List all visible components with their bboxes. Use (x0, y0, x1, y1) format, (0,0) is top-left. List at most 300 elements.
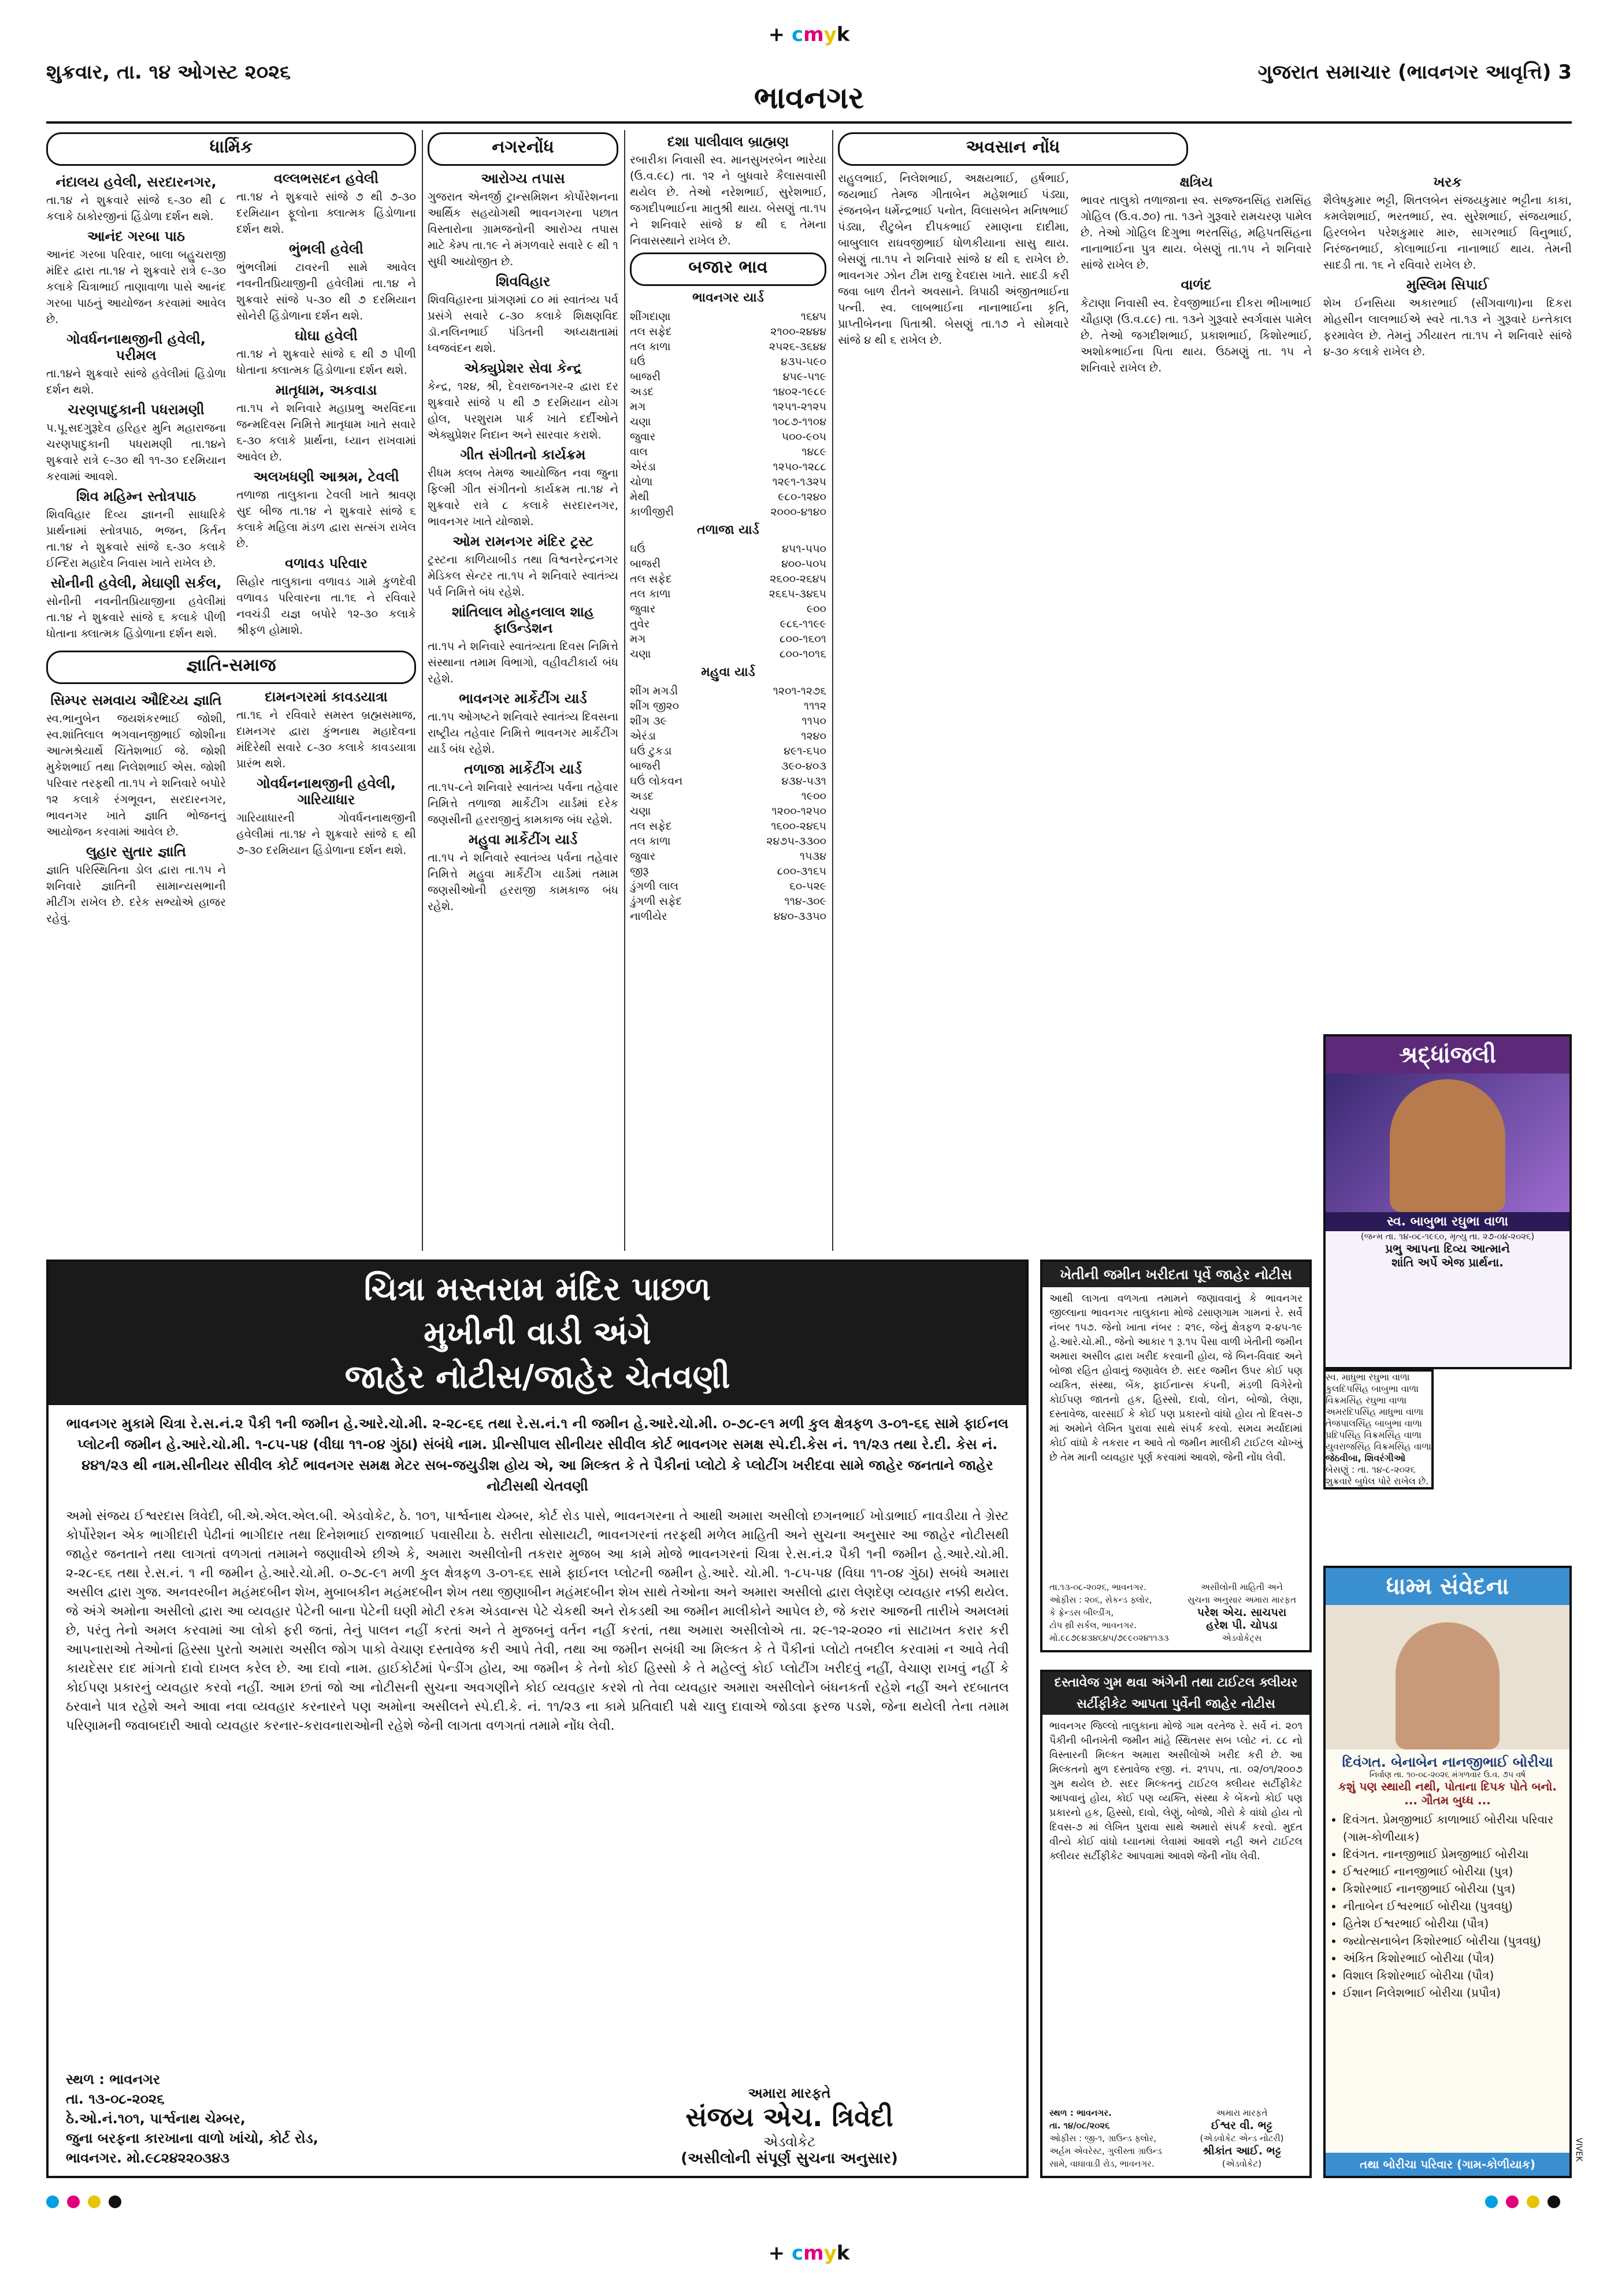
commodity-name: જુવાર (630, 850, 656, 863)
price-row (630, 744, 826, 759)
column-divider (624, 130, 625, 1251)
dastavej-title-2: સર્ટીફીકેટ આપતા પુર્વેની જાહેર નોટીસ (1042, 1693, 1309, 1715)
header-rule (46, 121, 1572, 124)
notice-item-title: તળાજા માર્કેટીંગ યાર્ડ (464, 761, 582, 777)
notice-item-title: વલ્લભસદન હવેલી (274, 170, 378, 187)
samvedna-family-member: • જ્યોત્સનાબેન કિશોરભાઈ બોરીચા (પુત્રવધુ) (1343, 1932, 1564, 1949)
price-row (630, 459, 826, 474)
notice-item-text: ભુંભલીમાં ટાવરની સામે આવેલ નવનીતપ્રિયાજીની હવેલીમાં તા.૧૪ ને શુક્રવારે સાંજે ૫-૩૦ થી ૭ દરમિયાન સોનેરી હિંડોળાના દર્શન થશે. (236, 261, 416, 322)
nagar-list (428, 170, 618, 915)
price-row (630, 601, 826, 616)
notice-item-text: શિવવિહાર દિવ્ય જ્ઞાનની સાધારિકે પ્રાર્થનામાં સ્તોત્રપાઠ, ભજન, કિર્તન તા.૧૪ ને શુક્રવારે સાંજે ૬-૩૦ કલાકે ઈન્દિરા મહાદેવ નિવાસ ખાતે રાખેલ છે. (46, 508, 226, 570)
samvedna-family-member: • ઈશાન નિલેશભાઈ બોરીચા (પ્રપૌત્ર) (1343, 1984, 1564, 2001)
notice-item-title: નંદાલય હવેલી, સરદારનગર, (55, 174, 217, 190)
price-row (630, 586, 826, 601)
price-row (630, 489, 826, 504)
issue-date: શુક્રવાર, તા. ૧૪ ઓગસ્ટ ૨૦૨૬ (46, 61, 291, 84)
notice-item-text: તા.૧૫-૮ને શનિવારે સ્વાતંત્ર્ય પર્વના તહેવાર નિમિત્તે તળાજા માર્કેટીંગ યાર્ડમાં દરેક જણસીની હરરાજીનું કામકાજ બંધ રહેશે. (428, 781, 618, 826)
avsan-heading-kshatriya: ક્ષત્રિય (1179, 174, 1213, 190)
magenta-dot (67, 2195, 80, 2208)
notice-item-title: લુહાર સુતાર જ્ઞાતિ (86, 844, 187, 860)
commodity-name: વાલ (630, 445, 648, 458)
commodity-name: તલ કાળા (630, 340, 671, 353)
paper-name: ગુજરાત સમાચાર (1257, 61, 1391, 84)
notice-item-text: તા.૧૪ને શુક્રવારે સાંજે હવેલીમાં હિંડોળા દર્શન થશે. (46, 367, 226, 396)
commodity-name: મગ (630, 400, 646, 413)
notice-item-text: તા.૧૬ ને રવિવારે સમસ્ત બ્રહ્મસમાજ, દામનગર દ્વારા કુંભનાથ મહાદેવના મંદિરેથી સવારે ૮-૩૦ કલાકે કાવડયાત્રા પ્રારંભ થશે. (236, 708, 416, 770)
price-row (630, 729, 826, 744)
price-row (630, 444, 826, 459)
samvedna-quote-2: ... ગૌતમ બુધ્ધ ... (1404, 1793, 1491, 1807)
price-list-title-bhavnagar: ભાવનગર યાર્ડ (692, 291, 764, 305)
commodity-price: ૧૨૯૧-૧૩૨૫ (772, 475, 826, 488)
commodity-name: ચણા (630, 805, 651, 818)
commodity-name: ઘઉં ટુકડા (630, 745, 672, 757)
samvedna-footer: તથા બોરીચા પરિવાર (ગામ-કોળીયાક) (1326, 2153, 1569, 2176)
commodity-price: ૬૦-૫૨૯ (789, 880, 826, 893)
avsan-text-3: શૈલેષકુમાર ભટ્ટી, શિતલબેન સંજયકુમાર ભટ્ટીના કાકા, કમલેશભાઈ, ભરતભાઈ, સ્વ. સુરેશભાઈ, સંજયભાઈ, હિરલબેન પરેશકુમાર મારુ, સાગરભાઈ વિનુભાઈ, નિરંજનભાઈ, કોલાભાઈના નાનાભાઈ થાય. તેમની સાદડી તા. ૧૬ ને રવિવારે રાખેલ છે. (1323, 194, 1572, 272)
commodity-price: ૧૧૧૨ (803, 700, 826, 712)
price-row (630, 849, 826, 864)
notice-item-title: અલખધણી આશ્રમ, ટેવલી (253, 469, 399, 485)
commodity-price: ૪૦૦-૫૦૫ (781, 558, 826, 570)
commodity-name: એરંડા (630, 460, 656, 473)
avsan-heading-valand: વાળંદ (1181, 277, 1212, 293)
commodity-name: તલ સફેદ (630, 325, 672, 338)
black-dot (1548, 2195, 1560, 2208)
notice-item-text: જ્ઞાતિ પરિસ્થિતિના ડોલ દ્વારા તા.૧૫ ને શનિવારે જ્ઞાતિની સામાન્યસભાની મીટીંગ રાખેલ છે. દરેક સભ્યોએ હાજર રહેવું. (46, 863, 226, 925)
price-lists (630, 291, 826, 924)
notice-item-title: ઘોઘા હવેલી (295, 328, 358, 344)
commodity-price: ૨૬૦૦-૨૬૪૫ (770, 573, 826, 585)
notice-item (236, 170, 416, 237)
commodity-price: ૧૬૦૦-૨૪૬૫ (771, 820, 826, 833)
notice-item-text: સોનીની નવનીતપ્રિયાજીના હવેલીમાં તા.૧૪ ને શુક્રવારે સાંજે ૬ કલાકે પીળી ધોતાના ક્લાત્મક હિંડોળાના દર્શન થશે. (46, 595, 226, 640)
commodity-name: શીંગ જી૨૦ (630, 700, 680, 712)
chitra-place: સ્થળ : ભાવનગર (66, 2071, 161, 2087)
samvedna-title: ધામ્મ સંવેદના (1326, 1568, 1569, 1605)
notice-item-text: રીધમ ક્લબ તેમજ આયોજિત નવા જુના ફિલ્મી ગીત સંગીતનો કાર્યક્રમ તા.૧૪ ને શુક્રવારે રાત્રે ૮ કલાકે સરદારનગર, ભાવનગર ખાતે યોજાશે. (428, 466, 618, 528)
price-row (630, 309, 826, 324)
commodity-name: બાજરી (630, 760, 661, 772)
dastavej-notice (1040, 1670, 1312, 2178)
color-dots-left (46, 2195, 797, 2213)
section-header-nagarnondh: નગરનોંધ (428, 132, 618, 166)
tribute-photo (1326, 1073, 1569, 1212)
dastavej-date: તા. ૧૪/૦૮/૨૦૨૬ (1049, 2120, 1110, 2131)
notice-item-title: ઓમ રામનગર મંદિર ટ્રસ્ટ (452, 533, 593, 549)
commodity-name: એરંડા (630, 730, 656, 742)
khet-contact (1049, 1581, 1182, 1644)
notice-item-text: શિવવિહારના પ્રાંગણમાં ૮૦ માં સ્વાતંત્ર્ય પર્વ પ્રસંગે સવારે ૮-૩૦ કલાકે શિક્ષણવિદ ડૉ.નલિનભાઈ પંડિતની અધ્યક્ષતામાં ધ્વજવંદન થશે. (428, 293, 618, 355)
avsan-text-2b: કેટાણા નિવાસી સ્વ. દેવજીભાઈના દીકરા ભીખાભાઈ ચૌહાણ (ઉ.વ.૮૯) તા. ૧૩ને ગુરૂવારે સ્વર્ગવાસ પામેલ છે. તેઓ જગદીશભાઈ, પ્રકાશભાઈ, કિશોરભાઈ, અશોકભાઈના પિતા થાય. ઉઠમણું તા. ૧૫ ને શનિવારે રાખેલ છે. (1081, 296, 1312, 374)
chitra-as-per: (અસીલોની સંપૂર્ણ સુચના અનુસાર) (681, 2150, 898, 2167)
chitra-title-1: ચિત્રા મસ્તરામ મંદિર પાછળ (49, 1262, 1026, 1312)
price-list-title-talaja: તળાજા યાર્ડ (697, 523, 759, 537)
commodity-price: ૧૪૦૨-૧૯૮૯ (773, 385, 826, 398)
notice-item (236, 775, 416, 859)
samvedna-family-list (1326, 1811, 1569, 2001)
samvedna-family-member: • દિવંગત. પ્રેમજીભાઈ કાળાભાઈ બોરીચા પરિવાર (ગામ-કોળીયાક) (1343, 1811, 1564, 1845)
notice-item (428, 273, 618, 356)
tribute-family-name: વિક્રમસિંહ રઘુભા વાળા (1326, 1395, 1407, 1406)
khet-signer-1: પરેશ એચ. સાચપરા (1197, 1606, 1287, 1619)
price-row (630, 399, 826, 414)
commodity-price: ૨૧૦૦-૨૪૪૪ (770, 325, 826, 338)
notice-item-title: આનંદ ગરબા પાઠ (87, 228, 185, 244)
notice-item-title: ગોવર્ધનનાથજીની હવેલી, પરીમલ (66, 331, 206, 363)
notice-item-text: તા.૧૪ ને શુક્રવારે સાંજે ૬ થી ૭ પીળી ધોતાના ક્લાત્મક હિંડોળાના દર્શન થશે. (236, 347, 416, 377)
tribute-caption: સ્વ. બાબુભા રઘુભા વાળા (1326, 1212, 1569, 1231)
chitra-through: અમારા મારફતે (748, 2085, 831, 2101)
dastavej-signature (1181, 2106, 1302, 2170)
commodity-price: ૧૨૦૦-૧૨૫૦ (771, 805, 826, 818)
chitra-signer: સંજય એચ. ત્રિવેદી (685, 2101, 893, 2132)
khet-office-3: ટોપ થ્રી સર્કલ, ભાવનગર. (1049, 1620, 1137, 1630)
samvedna-family-member: • નીતાબેન ઈશ્વરભાઈ બોરીચા (પુત્રવધુ) (1343, 1897, 1564, 1915)
commodity-price: ૨૬૬૫-૩૪૬૫ (769, 588, 826, 600)
nagar-column (428, 130, 618, 1251)
samvedna-family-member: • હિતેશ ઈશ્વરભાઈ બોરીચા (પૌત્ર) (1343, 1915, 1564, 1932)
price-row (630, 699, 826, 714)
notice-item-title: શિવવિહાર (495, 273, 551, 289)
price-row (630, 541, 826, 556)
notice-item (236, 689, 416, 772)
samvedna-box (1323, 1566, 1572, 2178)
commodity-name: અડદ (630, 385, 654, 398)
column-divider (832, 130, 833, 1251)
commodity-price: ૮૦૦-૧૦૧૬ (780, 648, 826, 660)
notice-item-text: કેન્દ્ર, ૧૨૪, શ્રી, દેવરાજનગર-૨ દ્વારા દર શુક્રવારે સાંજે ૫ થી ૭ દરમિયાન યોગ હોલ, પરશુરામ પાર્ક ખાતે દર્દીઓને એક્યુપ્રેશર નિદાન અને સારવાર કરાશે. (428, 380, 618, 441)
commodity-name: તુવેર (630, 618, 650, 630)
avsan-text-3b: શેખ ઈનસિયા અકારભાઈ (સીંગવાળા)ના દિકરા મોહસીન લાલભાઈએ સ્વરે તા.૧૩ ને ગુરૂવારે ઇન્તેકાલ ફરમાવેલ છે. તેમનું ઝીયારત તા.૧૫ ને શનિવારે સાંજે ૪-૩૦ કલાકે રાખેલ છે. (1323, 296, 1572, 358)
registration-mark-top: + cmyk (768, 23, 850, 46)
commodity-price: ૧૪૮૯ (801, 445, 826, 458)
notice-item-title: શાંતિલાલ મોહનલાલ શાહ ફાઉન્ડેશન (451, 604, 595, 636)
commodity-price: ૧૦૮૭-૧૧૦૪ (772, 415, 826, 428)
commodity-name: જીરૂ (630, 865, 649, 878)
notice-item (428, 831, 618, 915)
chitra-notice (46, 1260, 1029, 2178)
gnati-list (46, 689, 416, 927)
section-header-avsan: અવસાન નોંધ (838, 132, 1188, 166)
price-row (630, 714, 826, 729)
price-row (630, 834, 826, 849)
samvedna-family-member: • કિશોરભાઈ નાનજીભાઈ બોરીચા (પુત્ર) (1343, 1880, 1564, 1897)
samvedna-name: દિવંગત. બેનાબેન નાનજીભાઈ બોરીચા (1342, 1754, 1553, 1770)
chitra-phone: ભાવનગર. મો.૯૮૨૪૨૨૦૩૪૩ (66, 2150, 230, 2166)
commodity-name: ચણા (630, 648, 651, 660)
tribute-family-name: તેજપાલસિંહ બાબુભા વાળા (1326, 1418, 1422, 1429)
commodity-price: ૯૮૬-૧૧૯૯ (780, 618, 826, 630)
footer-code: VIVEK (1574, 2138, 1583, 2162)
notice-item-title: ભુંભલી હવેલી (289, 241, 363, 257)
notice-item-title: ગીત સંગીતનો કાર્યક્રમ (460, 447, 586, 463)
notice-item (46, 488, 226, 571)
notice-item-title: આરોગ્ય તપાસ (481, 170, 565, 187)
samvedna-portrait-image (1396, 1622, 1500, 1749)
commodity-name: ચોળા (630, 475, 653, 488)
notice-item-title: એક્યુપ્રેશર સેવા કેન્દ્ર (464, 360, 582, 376)
notice-item (428, 447, 618, 530)
yellow-dot (88, 2195, 101, 2208)
cyan-dot (46, 2195, 59, 2208)
dasha-text: રબારીકા નિવાસી સ્વ. માનસુખરબેન ભારેયા (ઉ.વ.૯૮) તા. ૧૨ ને બુધવારે કૈલાસવાસી થયેલ છે. તેઓ નરેશભાઈ, સુરેશભાઈ, જગદીપભાઈના માતુશ્રી થાય. બેસણું તા.૧૫ ને શનિવારે સાંજે ૪ થી ૬ તેમના નિવાસસ્થાને રાખેલ છે. (630, 153, 826, 247)
notice-item-text: ટ્રસ્ટના કાળિયાબીડ તથા વિશ્વનરેન્દ્રનગર મેડિકલ સેન્ટર તા.૧૫ ને શનિવારે સ્વાતંત્ર્ય પર્વ નિમિત્તે બંધ રહેશે. (428, 553, 618, 599)
commodity-price: ૧૨૫૦-૧૨૮૮ (773, 460, 826, 473)
dasha-title: દશા પાલીવાલ બ્રાહ્મણ (667, 133, 789, 150)
notice-item-title: સોનીની હવેલી, મેઘાણી સર્કલ, (50, 575, 222, 591)
avsan-col1 (838, 170, 1069, 1245)
avsan-col2 (1081, 170, 1312, 1245)
paper-masthead (1098, 61, 1572, 90)
paper-edition: (ભાવનગર આવૃત્તિ) (1398, 61, 1552, 84)
dastavej-title-1: દસ્તાવેજ ગુમ થવા અંગેની તથા ટાઈટલ ક્લીયર (1042, 1672, 1309, 1693)
notice-item (428, 604, 618, 687)
khet-body: આથી લાગતા વળગતા તમામને જણાવવાનું કે ભાવનગર જીલ્લાના ભાવનગર તાલુકાના મોજે ઢસાણગામ ગામનાં રે. સર્વે નંબર ૧૫૭. જેનો ખાતા નંબર : ૨૧૯, જેનું ક્ષેત્રફળ ૨-૪૫-૧૯ હે.આરે.ચો.મી., જેનો આકાર ૧ રૂ.૧૫ પૈસા વાળી ખેતીની જમીન અમારા અસીલ દ્વારા ખરીદ કરવાની હોય, જે બિન-વિવાદ અને બોજા રહિત હોવાનું જણાવેલ છે. સદર જમીન ઉપર કોઈ પણ વ્યકિત, સંસ્થા, બેંક, ફાઈનાન્સ કંપની, મંડળી વિગેરેનો કોઈપણ જાતનો હક, હિસ્સો, દાવો, લોન, બોજો, લેણા, દસ્તાવેજ, વારસાઈ કે કોઈ પણ પ્રકારનો વાંધો હોય તો દિવસ-૭ માં અમોને લેખિત પુરાવા સાથે સંપર્ક કરવો. સમય મર્યાદામાં કોઈ વાંધો કે તકરાર ન આવે તો જમીન માલીકી ટાઈટલ ચોખ્ખું છે તેમ માની વ્યવહાર પૂર્ણ કરવામાં આવશે, જેની નોંધ લેવી. (1049, 1293, 1302, 1463)
chitra-lead: ભાવનગર મુકામે ચિત્રા રે.સ.નં.૨ પૈકી ૧ની જમીન હે.આરે.ચો.મી. ૨-૨૮-૬૬ તથા રે.સ.નં.૧ ની જમીન હે.આરે.ચો.મી. ૦-૭૮-૯૧ મળી કુલ ક્ષેત્રફળ ૩-૦૧-૬૬ સામે ફાઈનલ પ્લોટની જમીન હે.આરે.ચો.મી. ૧-૮૫-૫૪ (વીઘા ૧૧-૦૪ ગુંઠા) સંબંધે નામ. પ્રીન્સીપાલ સીનીયર સીવીલ કોર્ટ ભાવનગર સમક્ષ સ્પે.દી.કેસ નં. ૧૧/૨૩ તથા રે.દી. કેસ નં. ૪૪૧/૨૩ થી નામ.સીનીયર સીવીલ કોર્ટ ભાવનગર સમક્ષ મેટર સબ-જયુડીશ હોય એ, આ મિલ્કત કે તે પૈકીનાં પ્લોટો કે પ્લોટીંગ ખરીદવા સામે જાહેર જનતાને જાહેર નોટીસથી ચેતવણી (66, 1416, 1009, 1494)
notice-item (428, 360, 618, 443)
price-row (630, 879, 826, 894)
commodity-price: ૧૫૩૪ (799, 850, 826, 863)
commodity-name: ચણા (630, 415, 651, 428)
price-row (630, 324, 826, 339)
notice-item (428, 761, 618, 828)
commodity-price: ૯૮૦-૧૨૪૦ (778, 491, 826, 503)
notice-item-title: માતૃધામ, અકવાડા (275, 382, 377, 398)
notice-item-text: તા.૧૪ ને શુક્રવારે સાંજે ૭ થી ૭-૩૦ દરમિયાન ફૂલોના ક્લાત્મક હિંડોળાના દર્શન થશે. (236, 190, 416, 236)
price-row (630, 774, 826, 789)
section-header-bajarbhav: બજાર ભાવ (630, 252, 826, 286)
khet-signature (1181, 1581, 1302, 1644)
notice-item-text: તા.૧૫ ને શનિવારે સ્વાતંત્ર્યતા દિવસ નિમિત્તે સંસ્થાના તમામ વિભાગો, વહીવટીકાર્ય બંધ રહેશે. (428, 640, 618, 685)
khet-office-2: કે ફ્રેન્ડસ બીલ્ડીંગ, (1049, 1607, 1114, 1618)
tribute-prayer: પ્રભુ આપના દિવ્ય આત્માને (1385, 1242, 1510, 1255)
dharmik-list (46, 170, 416, 644)
notice-item-text: પ.પૂ.સદગુરૂદેવ હરિહર મુનિ મહારાજના ચરણપાદુકાની પધરામણી તા.૧૪ને શુક્રવારે રાત્રે ૯-૩૦ થી ૧૧-૩૦ દરમિયાન કરવામાં આવશે. (46, 421, 226, 483)
price-row (630, 339, 826, 354)
commodity-name: ઘઉં (630, 355, 645, 368)
commodity-name: મેથી (630, 491, 650, 503)
commodity-price: ૧૧૪-૩૦૯ (784, 895, 826, 908)
notice-item (46, 692, 226, 840)
price-row (630, 571, 826, 586)
dastavej-office-2: અર્હમ એવરેસ્ટ, ગુલીસ્તા ગ્રાઉન્ડ (1049, 2146, 1162, 2156)
commodity-price: ૨૫૨૬-૩૬૪૪ (769, 340, 826, 353)
dastavej-contact (1049, 2106, 1182, 2170)
notice-item-text: તા.૧૫ ઓગષ્ટને શનિવારે સ્વાતંત્ર્ય દિવસના રાષ્ટ્રીય તહેવાર નિમિત્તે ભાવનગર માર્કેટીંગ યાર્ડ બંધ રહેશે. (428, 710, 618, 756)
commodity-price: ૧૨૦૧-૧૨૭૬ (773, 685, 826, 697)
tribute-place: જેઠવીબા, શિવરંગીઓ (1326, 1452, 1406, 1463)
commodity-name: તલ કાળા (630, 588, 671, 600)
khet-through-2: સુચના અનુસાર અમારા મારફત (1187, 1595, 1297, 1605)
tribute-besnu-2: શુક્રવારે બુધેલ પોરે રાખેલ છે. (1326, 1476, 1429, 1487)
khet-signer-2: હરેશ પી. ચોપડા (1206, 1619, 1278, 1632)
commodity-price: ૪૫૯-૫૧૯ (782, 370, 826, 383)
dastavej-place: સ્થળ : ભાવનગર. (1049, 2108, 1112, 2118)
commodity-price: ૪૩૪-૫૩૧ (781, 775, 826, 787)
tribute-family-name: સ્વ. માધુભા રઘુભા વાળા (1326, 1372, 1410, 1383)
avsan-text-1: રાહુલભાઈ, નિલેશભાઈ, અક્ષયભાઈ, હર્ષભાઈ, જયભાઈ તેમજ ગીતાબેન મહેશભાઈ પંડ્યા, રંજનબેન ધર્મેન્દ્રભાઈ પનોત, વિલાસબેન મનિષભાઈ પંડ્યા, રીટુબેન દીપકભાઈ રમાણના દાદીમા, બાબુલાલ રાઘવજીભાઈ ધોળકીયાના સાસુ થાય. બેસણું તા.૧૫ ને શનિવારે સાંજે ૪ થી ૬ રાખેલ છે. ભાવનગર ઝોન ટીમ રાજુ દેવદાસ ખાતે. સાદડી કરી જવા બાળ રીતને અવસાને. ત્રિપાઠી અંજીતભાઈના પત્ની. સ્વ. લાબભાઈના નાનાભાઈના કૃતિ, પ્રાપ્તીબેનના પિતાશ્રી. બેસણું તા.૧૭ ને સોમવારે સાંજે ૪ થી ૬ રાખેલ છે. (838, 172, 1069, 347)
cyan-dot (1485, 2195, 1498, 2208)
commodity-name: જુવાર (630, 603, 656, 615)
price-row (630, 631, 826, 647)
notice-item-text: ગારિયાધારની ગોવર્ધનનાથજીની હવેલીમાં તા.૧૪ ને શુક્રવારે સાંજે ૬ થી ૭-૩૦ દરમિયાન હિંડોળાના દર્શન થશે. (236, 811, 416, 857)
column-divider (422, 130, 423, 1251)
dastavej-office-3: સામે, વાઘાવાડી રોડ, ભાવનગર. (1049, 2158, 1155, 2169)
chitra-date: તા. ૧૩-૦૮-૨૦૨૬ (66, 2091, 165, 2107)
dastavej-through: અમારા મારફતે (1216, 2108, 1268, 2118)
dastavej-signer-1: ઈશ્વર વી. ભટ્ટ (1211, 2119, 1273, 2132)
chitra-signature (570, 2085, 1009, 2168)
commodity-price: ૪૩૫-૫૯૦ (781, 355, 826, 368)
color-dots-right (867, 2195, 1560, 2213)
notice-item-title: દામનગરમાં કાવડયાત્રા (265, 689, 388, 705)
commodity-name: અડદ (630, 790, 654, 803)
shraddhanjali-title: શ્રદ્ધાંજલી (1326, 1036, 1569, 1073)
samvedna-family-member: • ઈશ્વરભાઈ નાનજીભાઈ બોરીચા (પુત્ર) (1343, 1863, 1564, 1880)
notice-item-text: ગુજરાત એનર્જી ટ્રાન્સમિશન કોર્પોરેશનના આર્થિક સહયોગથી ભાવનગરના પછાત વિસ્તારોના ગ્રામજનોની આરોગ્ય તપાસ માટે કેમ્પ તા.૧૯ ને મંગળવારે સવારે ૯ થી ૧ સુધી આયોજીત છે. (428, 190, 618, 268)
price-column (630, 130, 826, 1251)
khet-role: એડવોકેટ્સ (1222, 1633, 1262, 1643)
dastavej-body: ભાવનગર જિલ્લો તાલુકાના મોજે ગામ વરતેજ રે. સર્વે નં. ૨૦૧ પૈકીની બીનખેતી જમીન માંહે સ્થિતસર સબ પ્લોટ નં. ૮૮ નો વિસ્તારની મિલ્કત અમારા અસીલોએ ખરીદ કરી છે. આ મિલ્કતનો મુળ દસ્તાવેજ રજી. નં. ૨૧૫૫, તા. ૦૨/૦૧/૨૦૦૭ ગુમ થયેલ છે. સદર મિલ્કતનું ટાઈટલ ક્લીયર સર્ટીફીકેટ આપવાનું હોય, કોઈ પણ વ્યક્તિ, સંસ્થા કે બેંકનો કોઈ પણ પ્રકારનો હક, હિસ્સો, દાવો, લેણું, બોજો, ગીરો કે વાંધો હોય તો દિવસ-૭ માં લેખિત પુરાવા સાથે અમારો સંપર્ક કરવો. મુદત વીત્યે કોઈ વાંધો ધ્યાનમાં લેવામાં આવશે નહી અને ટાઈટલ ક્લીયર સર્ટીફીકેટ આપવામાં આવશે જેની નોંધ લેવી. (1049, 1721, 1302, 1862)
commodity-price: ૧૧૫૦ (801, 715, 826, 727)
khet-through: અસીલોની માહિતી અને (1201, 1582, 1283, 1592)
tribute-besnu: બેસણું : તા. ૧૪-૮-૨૦૨૬ (1326, 1464, 1416, 1475)
commodity-name: ડુંગળી સફેદ (630, 895, 682, 908)
commodity-price: ૯૦૦ (806, 603, 826, 615)
commodity-price: ૨૪૭૫-૩૩૦૦ (766, 835, 826, 848)
price-row (630, 647, 826, 662)
samvedna-dates: નિર્વાણ તા. ૧૦-૦૮-૨૦૨૬ મંગળવાર ઉ.વ. ૭૫ વર્ષ (1369, 1770, 1526, 1779)
price-row (630, 354, 826, 369)
price-row (630, 474, 826, 489)
price-row (630, 384, 826, 399)
avsan-heading-kharak: ખરક (1433, 174, 1462, 190)
tribute-dates: (જન્મ તા. ૧૪-૦૮-૧૯૬૦, મૃત્યુ તા. ૨૭-૦૪-૨૦૨૬) (1360, 1231, 1535, 1242)
section-header-gnati: જ્ઞાતિ-સમાજ (46, 651, 416, 684)
chitra-body: અમો સંજય ઈશ્વરદાસ ત્રિવેદી, બી.એ.એલ.એલ.બી. એડવોકેટ, ઠે. ૧૦૧, પાર્શ્વનાથ ચેમ્બર, કોર્ટ રોડ પાસે, ભાવનગરના તે આથી અમારા અસીલો છગનભાઈ ખોડાભાઈ નાવડીયા તે ગ્રેસ્ટ કોર્પોરેશન એક ભાગીદારી પેઢીનાં ભાગીદાર તથા દિનેશભાઈ રાજાભાઈ પવાસીયા ઠે. સરીતા સોસાયટી, ભાવનગરનાં તરફથી મળેલ માહિતી અને સુચના અનુસાર આ જાહેર નોટીસથી જાહેર જનતાને તથા લાગતાં વળગતાં તમામને જણાવીએ છીએ કે, અમારા અસીલોની તકરાર મુજબ આ કામે મોજે ભાવનગરનાં ચિત્રા રે.સ.નં.૨ પૈકી ૧ની જમીન હે.આરે.ચો.મી. ૨-૨૮-૬૬ તથા રે.સ.નં. ૧ ની જમીન હે.આરે.ચો.મી. ૦-૭૮-૯૧ મળી કુલ ક્ષેત્રફળ ૩-૦૧-૬૬ સામે ફાઈનલ પ્લોટની જમીન હે.આરે. ચો.મી. ૧-૮૫-૫૪ (વિઘા ૧૧-૦૪ ગુંઠા) સબંધે અમારા અસીલ દ્વારા ગુજ. અનવરબીન મહંમદબીન શેખ, મુબાબકીન મહંમદબીન શેખ તથા જીણાબીન મહંમદબીન શેખ સાથે તેઓના અને અમારા અસીલો દ્વારા લેણદેણ વ્યવહાર નક્કી થયેલ. જે અંગે અમોના અસીલો દ્વારા આ વ્યવહાર પેટેની બાના પેટેની ઘણી મોટી રકમ એડવાન્સ પેટે ચેકથી અને રોકડથી આ જમીન માલીકોને આપેલ છે, જે કરાર આજની તારીખે અમલમાં છે, પરંતુ તેનો અમલ કરવામાં આ લોકો ફરી જતાં, તેનું પાલન નહીં કરતાં અને તે મુજબનું વર્તન નહીં કરતાં, તથા અમારા અસીલોએ તા. ૨૯-૧૨-૨૦૨૦ નાં સાટાખત કરાર કરી આપનારાઓ તેઓનાં હિસ્સા પુરતો અમારા અસીલ જોગ પાકો વેચાણ દસ્તાવેજ કરી આપે તેવી, તથા આ જમીન સબંધી આ મિલ્કત કે તે પૈકીનાં પ્લોટો તબદીલ કરવામાં ન આવે તેવી કાયદેસર દાદ માંગતો દાવો દાખલ કરેલ છે. આ દાવો નામ. હાઈકોર્ટમાં પેન્ડીંગ હોય, આ જમીન કે તેનો કોઈ હિસ્સો કે તે મહેલ્લું કોઈ પ્લોટીંગ ખરીદવું નહીં, વેચાણ રાખવું નહીં કે કોઈપણ પ્રકારનું વ્યવહાર કરવો નહીં. આમ છતાં જો આ નોટીસની સુચના અવગણીને કોઈ વ્યવહાર કરશે તો તેવા વ્યવહાર અમારા અસીલોને બંધનકર્તા રહેશે નહીં અને રદબાતલ ઠરવાને પાત્ર રહેશે અને આવા નવા વ્યવહાર કરનારને પણ અમોના અસીલને સ્પે.દી.કે. નં. ૧૧/૨૩ ના કામે પ્રતિવાદી પક્ષે ચાલુ દાવાએ જોડવા ફરજ પડશે, જેના થયેલી તેના તમામ પરિણામની જવાબદારી આવો વ્યવહાર કરનાર-કરાવનારાઓની રહેશે જેની લાગતા વળગતાં તમામે નોંધ લેવી. (66, 1509, 1009, 1733)
commodity-price: ૧૨૫૧-૨૧૨૫ (772, 400, 826, 413)
commodity-price: ૧૬૪૫ (800, 310, 826, 323)
commodity-price: ૨૦૦૦-૪૧૪૦ (770, 506, 826, 518)
price-row (630, 789, 826, 804)
chitra-address: ઠે.ઓ.નં.૧૦૧, પાર્શ્વનાથ ચેમ્બર, (66, 2111, 246, 2127)
price-list-title-mahuva: મહુવા યાર્ડ (701, 665, 755, 679)
price-row (630, 556, 826, 571)
notice-item-text: તા.૧૫ ને શનિવારે મહાપ્રભુ અરવિંદના જન્મદિવસ નિમિત્તે માતૃધામ ખાતે સવારે ૬-૩૦ કલાકે પ્રાર્થના, ધ્યાન રાખવામાં આવેલ છે. (236, 402, 416, 463)
price-row (630, 429, 826, 444)
commodity-price: ૮૦૦-૧૬૦૧ (780, 633, 826, 645)
price-row (630, 369, 826, 384)
notice-item-title: વળાવડ પરિવાર (285, 555, 368, 571)
chitra-address-2: જુના બરફના કારખાના વાળો ખાંચો, કોર્ટ રોડ, (66, 2130, 318, 2146)
notice-item-title: શિવ મહિમ્ન સ્તોત્રપાઠ (76, 488, 196, 504)
notice-item-title: ચરણપાદુકાની પધરામણી (68, 402, 205, 418)
notice-item (46, 844, 226, 927)
section-header-dharmik: ધાર્મિક (46, 132, 416, 166)
yellow-dot (1527, 2195, 1539, 2208)
tribute-family-name: કુલદિપસિંહ બાબુભા વાળા (1326, 1383, 1419, 1394)
khet-date: તા.૧૩-૦૮-૨૦૨૬, ભાવનગર. (1049, 1582, 1147, 1592)
black-dot (109, 2195, 121, 2208)
commodity-name: કાળીજીરી (630, 506, 674, 518)
price-row (630, 504, 826, 519)
commodity-name: તલ કાળા (630, 835, 671, 848)
notice-item (236, 469, 416, 552)
samvedna-family-member: • દિવંગત. નાનજીભાઈ પ્રેમજીભાઈ બોરીચા (1343, 1845, 1564, 1863)
commodity-price: ૪૪૦-૩૩૫૦ (773, 910, 826, 923)
price-row (630, 819, 826, 834)
notice-item (236, 382, 416, 465)
notice-item-text: આનંદ ગરબા પરિવાર, બાલા બહુચરાજી મંદિર દ્વારા તા.૧૪ ને શુક્રવારે રાત્રે ૯-૩૦ કલાકે ચિત્રાભાઈ તાણાવાળા પાસે આનંદ ગરબા પાઠનું આયોજન કરવામાં આવેલ છે. (46, 248, 226, 326)
commodity-name: જુવાર (630, 430, 656, 443)
notice-item-text: સ્વ.ભાનુબેન જયશંકરભાઈ જોશી, સ્વ.શાંતિલાલ ભગવાનજીભાઈ જોશીના આત્મશ્રેયાર્થે ચિંતેશભાઈ જે. જોશી મુકેશભાઈ તથા નિલેશભાઈ એસ. જોશી પરિવાર તરફથી તા.૧૫ ને શનિવારે બપોરે ૧૨ કલાકે રંગભૂવન, સરદારનગર, ભાવનગર ખાતે જ્ઞાતિ ભોજનનું આયોજન કરવામાં આવેલ છે. (46, 712, 226, 838)
section-title: ભાવનગર (754, 81, 864, 116)
commodity-price: ૧૨૪૦ (801, 730, 826, 742)
notice-item-text: તા.૧૫ ને શનિવારે સ્વાતંત્ર્ય પર્વના તહેવાર નિમિત્તે મહુવા માર્કેટીંગ યાર્ડમાં તમામ જણસીઓની હરરાજી કામકાજ બંધ રહેશે. (428, 851, 618, 913)
notice-item (46, 331, 226, 398)
dastavej-office: ઓફીસ : જી-૧, ગ્રાઉન્ડ ફ્લોર, (1049, 2133, 1156, 2143)
commodity-price: ૧૯૦૦ (801, 790, 826, 803)
price-row (630, 804, 826, 819)
portrait-image (1390, 1079, 1505, 1212)
tribute-family-name: યુવરાજસિંહ વિક્રમસિંહ વાળા (1326, 1441, 1431, 1452)
commodity-name: મગ (630, 633, 646, 645)
tribute-family (1323, 1369, 1434, 1489)
chitra-title-2: મુખીની વાડી અંગે (49, 1312, 1026, 1355)
khet-office: ઓફીસ : ૨૦૬, સેકન્ડ ફ્લોર, (1049, 1595, 1152, 1605)
price-row (630, 683, 826, 699)
commodity-name: શીંગ મગડી (630, 685, 678, 697)
khet-mobile: મો.૯૮૭૯૪૩૪૬૪૫/૭૯૯૦૨૪૧૧૩૩ (1049, 1633, 1169, 1643)
notice-item-text: તા.૧૪ ને શુક્રવારે સાંજે ૬-૩૦ થી ૮ કલાકે ઠાકોરજીનાં હિંડોળા દર્શન થશે. (46, 194, 226, 223)
commodity-name: ઘઉં લોકવન (630, 775, 683, 787)
commodity-name: તલ સફેદ (630, 820, 672, 833)
chitra-role: એડવોકેટ (763, 2134, 816, 2150)
commodity-price: ૪૫૧-૫૫૦ (782, 543, 826, 555)
commodity-price: ૩૯૦-૪૦૩ (781, 760, 826, 772)
notice-item (46, 575, 226, 642)
notice-item (236, 241, 416, 324)
notice-item-text: સિહોર તાલુકાના વળાવડ ગામે કુળદેવી વળાવડ પરિવારના તા.૧૬ ને રવિવારે નવચંડી યજ્ઞ બપોરે ૧૨-૩૦ કલાકે શ્રીફળ હોમાશે. (236, 575, 416, 637)
notice-item-text: તળાજા તાલુકાના ટેવલી ખાતે શ્રાવણ સુદ બીજ તા.૧૪ ને શુક્રવારે સાંજે ૬ કલાકે મહિલા મંડળ દ્વારા સત્સંગ રાખેલ છે. (236, 488, 416, 550)
notice-item (428, 690, 618, 757)
price-row (630, 864, 826, 879)
dastavej-signer-2: શ્રીકાંત આઈ. ભટ્ટ (1202, 2145, 1282, 2157)
shraddhanjali-box (1323, 1034, 1572, 1369)
commodity-name: ઘઉં (630, 543, 645, 555)
commodity-name: બાજરી (630, 558, 661, 570)
notice-item-title: મહુવા માર્કેટીંગ યાર્ડ (468, 831, 578, 848)
notice-item-title: ભાવનગર માર્કેટીંગ યાર્ડ (459, 690, 587, 707)
tribute-family-name: પ્રદિપસિંહ વિક્રમસિંહ વાળા (1326, 1429, 1422, 1440)
avsan-col3 (1323, 170, 1572, 1037)
commodity-name: નાળીયેર (630, 910, 667, 923)
tribute-prayer-2: શાંતિ અર્પે એજ પ્રાર્થના. (1391, 1255, 1504, 1269)
notice-item-title: ગોવર્ધનનાથજીની હવેલી, ગારિયાધાર (257, 775, 396, 808)
khet-title: ખેતીની જમીન ખરીદતા પૂર્વે જાહેર નોટીસ (1042, 1262, 1309, 1287)
dharmik-column (46, 130, 416, 1251)
commodity-price: ૪૯૧-૬૫૦ (784, 745, 826, 757)
price-row (630, 759, 826, 774)
khet-notice (1040, 1260, 1312, 1652)
avsan-text-2: ભાવર તાલુકો તળાજાના સ્વ. સજ્જનસિંહ રામસિંહ ગોહિલ (ઉ.વ.૭૦) તા. ૧૩ને ગુરૂવારે રામચરણ પામેલ છે. તેઓ ગોહિલ દિગુભા ભરતસિંહ, મહિપતસિંહના નાનાભાઈના પુત્ર થાય. બેસણું તા.૧૫ ને શનિવારે સાંજે રાખેલ છે. (1081, 194, 1312, 272)
notice-item (46, 174, 226, 225)
commodity-name: શીંગ ૩૯ (630, 715, 667, 727)
samvedna-photo (1326, 1605, 1569, 1749)
commodity-price: ૫૦૦-૯૦૫ (781, 430, 826, 443)
